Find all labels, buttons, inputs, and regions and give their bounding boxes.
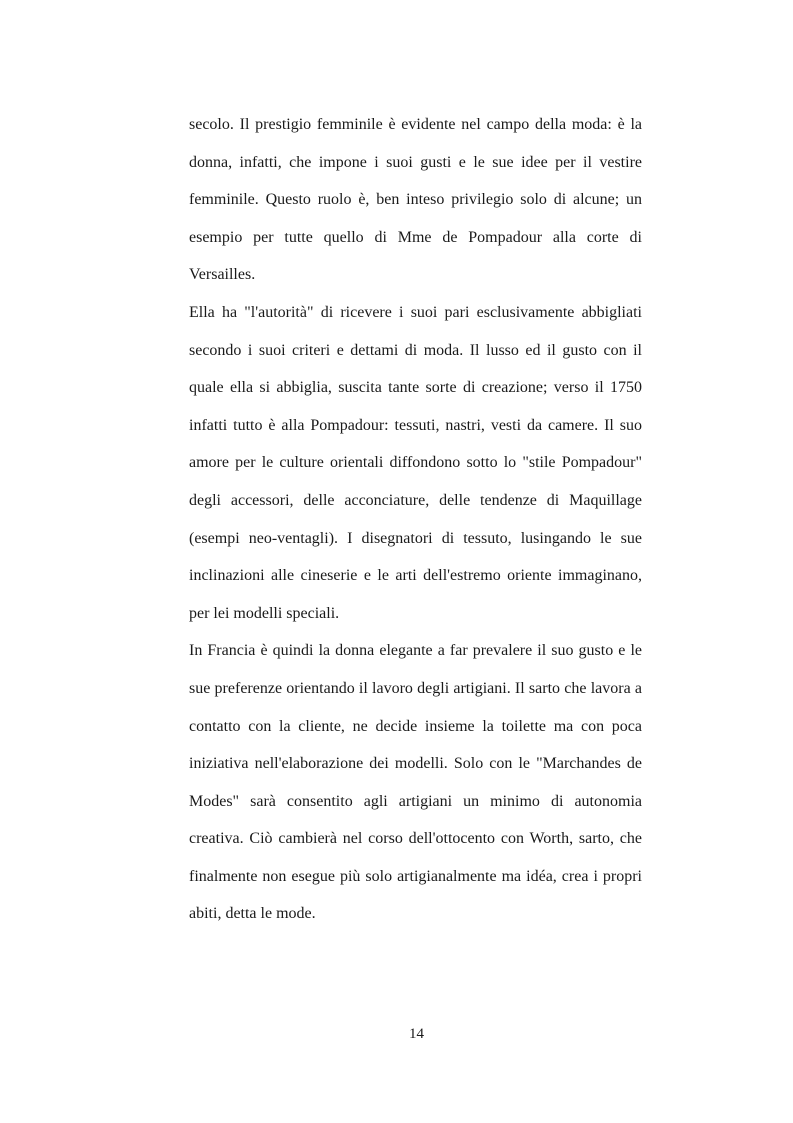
text-line: secolo. Il prestigio femminile è evidente nel campo della moda: è la <box>189 116 642 133</box>
page-number: 14 <box>409 1026 424 1042</box>
text-line: donna, infatti, che impone i suoi gusti e le sue idee per il vestire <box>189 153 642 171</box>
text-line: infatti tutto è alla Pompadour: tessuti, nastri, vesti da camere. Il suo <box>189 416 642 434</box>
text-line: quale ella si abbiglia, suscita tante sorte di creazione; verso il 1750 <box>189 379 642 397</box>
text-line: In Francia è quindi la donna elegante a far prevalere il suo gusto e le <box>189 642 642 660</box>
text-line: contatto con la cliente, ne decide insieme la toilette ma con poca <box>189 717 642 735</box>
text-line: finalmente non esegue più solo artigianalmente ma idéa, crea i propri <box>189 867 642 885</box>
text-line: secondo i suoi criteri e dettami di moda. Il lusso ed il gusto con il <box>189 341 642 359</box>
text-line: Versailles. <box>189 266 256 284</box>
text-line: degli accessori, delle acconciature, delle tendenze di Maquillage <box>189 491 642 509</box>
text-line: inclinazioni alle cineserie e le arti dell'estremo oriente immaginano, <box>189 567 642 585</box>
text-line: abiti, detta le mode. <box>189 905 316 923</box>
text-line: Modes" sarà consentito agli artigiani un minimo di autonomia <box>189 792 642 810</box>
text-line: Ella ha "l'autorità" di ricevere i suoi pari esclusivamente abbigliati <box>189 303 642 321</box>
text-line: amore per le culture orientali diffondono sotto lo "stile Pompadour" <box>189 454 642 472</box>
text-line: esempio per tutte quello di Mme de Pompadour alla corte di <box>189 228 642 246</box>
text-line: (esempi neo-ventagli). I disegnatori di tessuto, lusingando le sue <box>189 529 642 547</box>
text-line: sue preferenze orientando il lavoro degli artigiani. Il sarto che lavora a <box>189 679 642 697</box>
text-line: femminile. Questo ruolo è, ben inteso privilegio solo di alcune; un <box>189 191 642 209</box>
text-line: iniziativa nell'elaborazione dei modelli. Solo con le "Marchandes de <box>189 755 642 773</box>
text-line: creativa. Ciò cambierà nel corso dell'ottocento con Worth, sarto, che <box>189 830 642 848</box>
text-line: per lei modelli speciali. <box>189 604 340 622</box>
body-text <box>189 110 642 937</box>
